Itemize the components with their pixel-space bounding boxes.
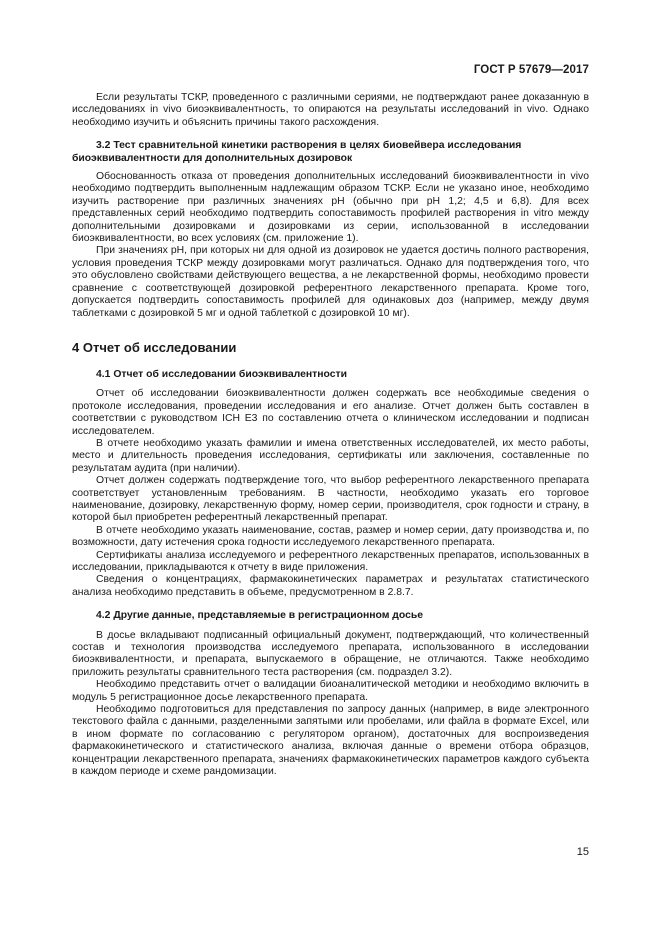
intro-paragraph: Если результаты ТСКР, проведенного с различными сериями, не подтверждают ранее доказанную в исследованиях in vivo биоэквивалентность, то опираются на результаты исследований in vivo. Однако необходимо изучить и объяснить причины такого расхождения. (72, 92, 589, 128)
section-4-1-paragraph: В отчете необходимо указать наименование, состав, размер и номер серии, дату производства и, по возможности, дату истечения срока годности исследуемого лекарственного препарата. (72, 524, 589, 549)
section-4-1-paragraph: В отчете необходимо указать фамилии и имена ответственных исследователей, их место работы, место и длительность проведения исследования, сертификаты или заключения, составленные по результатам аудита (при наличии). (72, 437, 589, 474)
section-4-2-title: 4.2 Другие данные, представляемые в регистрационном досье (96, 610, 424, 622)
section-4-1-paragraph: Отчет об исследовании биоэквивалентности должен содержать все необходимые сведения о протоколе исследования, проведении исследования и его анализе. Отчет должен быть составлен в соответствии с руководством ICH E3 по составлению отчета о клиническом исследовании и подписан исследователем. (72, 388, 589, 437)
page-body (72, 92, 589, 779)
section-4-title: 4 Отчет об исследовании (72, 339, 237, 355)
section-4-1-paragraph: Отчет должен содержать подтверждение того, что выбор референтного лекарственного препарата соответствует установленным требованиям. В частности, необходимо указать его торговое наименование, дозировку, лекарственную форму, номер серии, производителя, срок годности и страну, в которой был приобретен референтный лекарственный препарат. (72, 475, 589, 524)
page-number: 15 (576, 846, 589, 858)
document-header: ГОСТ Р 57679—2017 (473, 64, 589, 76)
section-3-2-paragraph: При значениях pH, при которых ни для одной из дозировок не удается достичь полного растворения, условия проведения ТСКР между дозировками могут различаться. Однако для подтверждения того, что это обусловлено свойствами действующего вещества, а не лекарственной формы, необходимо провести сравнение с соответствующей дозировкой референтного лекарственного препарата. Кроме того, допускается подтвердить сопоставимость профилей для одинаковых доз (например, между двумя таблетками с дозировкой 5 мг и одной таблеткой с дозировкой 10 мг). (72, 245, 589, 319)
section-4-2-paragraph: В досье вкладывают подписанный официальный документ, подтверждающий, что количественный состав и технология производства исследуемого препарата, использованного в исследовании биоэквивалентности, и препарата, выпускаемого в обращение, не отличаются. Также необходимо приложить результаты сравнительного теста растворения (см. подраздел 3.2). (72, 629, 589, 678)
section-3-2-title: 3.2 Тест сравнительной кинетики растворения в целях биовейвера исследования биоэквивалентности для дополнительных дозировок (72, 140, 522, 164)
section-4-1-paragraph: Сведения о концентрациях, фармакокинетических параметрах и результатах статистического анализа необходимо представить в объеме, предусмотренном в 2.8.7. (72, 574, 589, 598)
section-4-1-title: 4.1 Отчет об исследовании биоэквивалентности (96, 368, 348, 380)
section-3-2-paragraph: Обоснованность отказа от проведения дополнительных исследований биоэквивалентности in vivo необходимо подтвердить выполненным надлежащим образом ТСКР. Если не указано иное, необходимо изучить растворение при различных значениях pH (обычно при pH 1,2; 4,5 и 6,8). Для всех представленных серий необходимо подтвердить сопоставимость профилей растворения in vitro между дополнительными дозировками и дозировками из серии, использованной в исследовании биоэквивалентности, во всех условиях (см. приложение 1). (72, 171, 589, 245)
section-4-1-paragraph: Сертификаты анализа исследуемого и референтного лекарственных препаратов, использованных в исследовании, прикладываются к отчету в виде приложения. (72, 549, 589, 573)
section-4-2-paragraph: Необходимо представить отчет о валидации биоаналитической методики и необходимо включить в модуль 5 регистрационное досье лекарственного препарата. (72, 679, 589, 703)
section-4-2-paragraph: Необходимо подготовиться для представления по запросу данных (например, в виде электронного текстового файла с данными, разделенными запятыми или пробелами, или файла в формате Excel, или в ином формате по согласованию с регулятором органом), достаточных для воспроизведения фармакокинетического и статистического анализа, включая данные о времени отбора образцов, концентрации лекарственного препарата, значениях фармакокинетических параметров каждого субъекта в каждом периоде и схеме рандомизации. (72, 704, 589, 778)
